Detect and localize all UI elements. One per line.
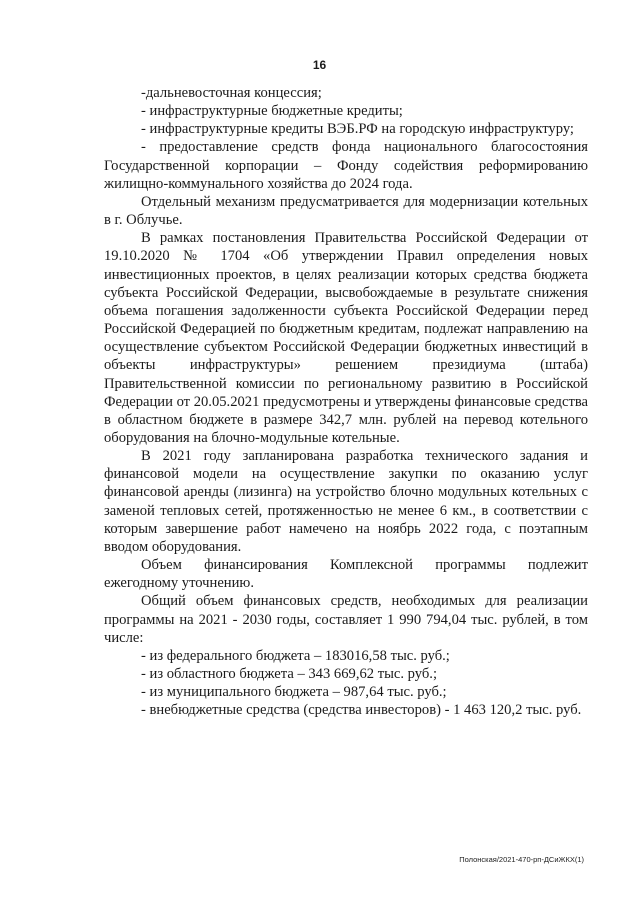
paragraph-obluchye-boilers: Отдельный механизм предусматривается для модернизации котельных в г. Облучье.: [104, 193, 588, 229]
document-footer-code: Полонская/2021-470-рп-ДСиЖКХ(1): [459, 855, 584, 864]
funding-municipal-budget: - из муниципального бюджета – 987,64 тыс. руб.;: [141, 684, 447, 701]
funding-source-national-fund: - предоставление средств фонда национального благосостояния Государственной корпорации – Фонду содействия реформированию жилищно-коммунального хозяйства до 2024 года.: [104, 139, 588, 192]
funding-source-far-east-concession: -дальневосточная концессия;: [141, 85, 322, 101]
funding-source-veb-credits: - инфраструктурные кредиты ВЭБ.РФ на городскую инфраструктуру;: [141, 121, 574, 138]
paragraph-2021-plan: В 2021 году запланирована разработка технического задания и финансовой модели на осуществление закупки по оказанию услуг финансовой аренды (лизинга) на устройство блочно модульных котельных с заменой тепловых сетей, протяженностью не менее 6 км., в соответствии с которым завершение работ намечено на ноябрь 2022 года, с поэтапным вводом оборудования.: [104, 448, 588, 555]
paragraph-government-decree: В рамках постановления Правительства Российской Федерации от 19.10.2020 № 1704 «Об утверждении Правил определения новых инвестиционных проектов, в целях реализации которых средства бюджета субъекта Российской Федерации, высвобождаемые в результате снижения объема погашения задолженности субъекта Российской Федерации перед Российской Федерацией по бюджетным кредитам, подлежат направлению на осуществление субъектом Российской Федерации бюджетных инвестиций в объекты инфраструктуры» решением президиума (штаба) Правительственной комиссии по региональному развитию в Российской Федерации от 20.05.2021 предусмотрены и утверждены финансовые средства в областном бюджете в размере 342,7 млн. рублей на перевод котельного оборудования на блочно-модульные котельные.: [104, 230, 588, 446]
document-body: [104, 84, 588, 719]
page-number: 16: [312, 58, 327, 72]
funding-source-budget-credits: - инфраструктурные бюджетные кредиты;: [141, 103, 403, 120]
funding-federal-budget: - из федерального бюджета – 183016,58 тыс. руб.;: [141, 647, 450, 664]
paragraph-total-funding: Общий объем финансовых средств, необходимых для реализации программы на 2021 - 2030 годы, составляет 1 990 794,04 тыс. рублей, в том числе:: [104, 593, 588, 646]
funding-regional-budget: - из областного бюджета – 343 669,62 тыс. руб.;: [141, 666, 438, 682]
paragraph-annual-update: Объем финансирования Комплексной программы подлежит ежегодному уточнению.: [104, 557, 588, 592]
funding-extrabudgetary: - внебюджетные средства (средства инвесторов) - 1 463 120,2 тыс. руб.: [141, 702, 582, 719]
